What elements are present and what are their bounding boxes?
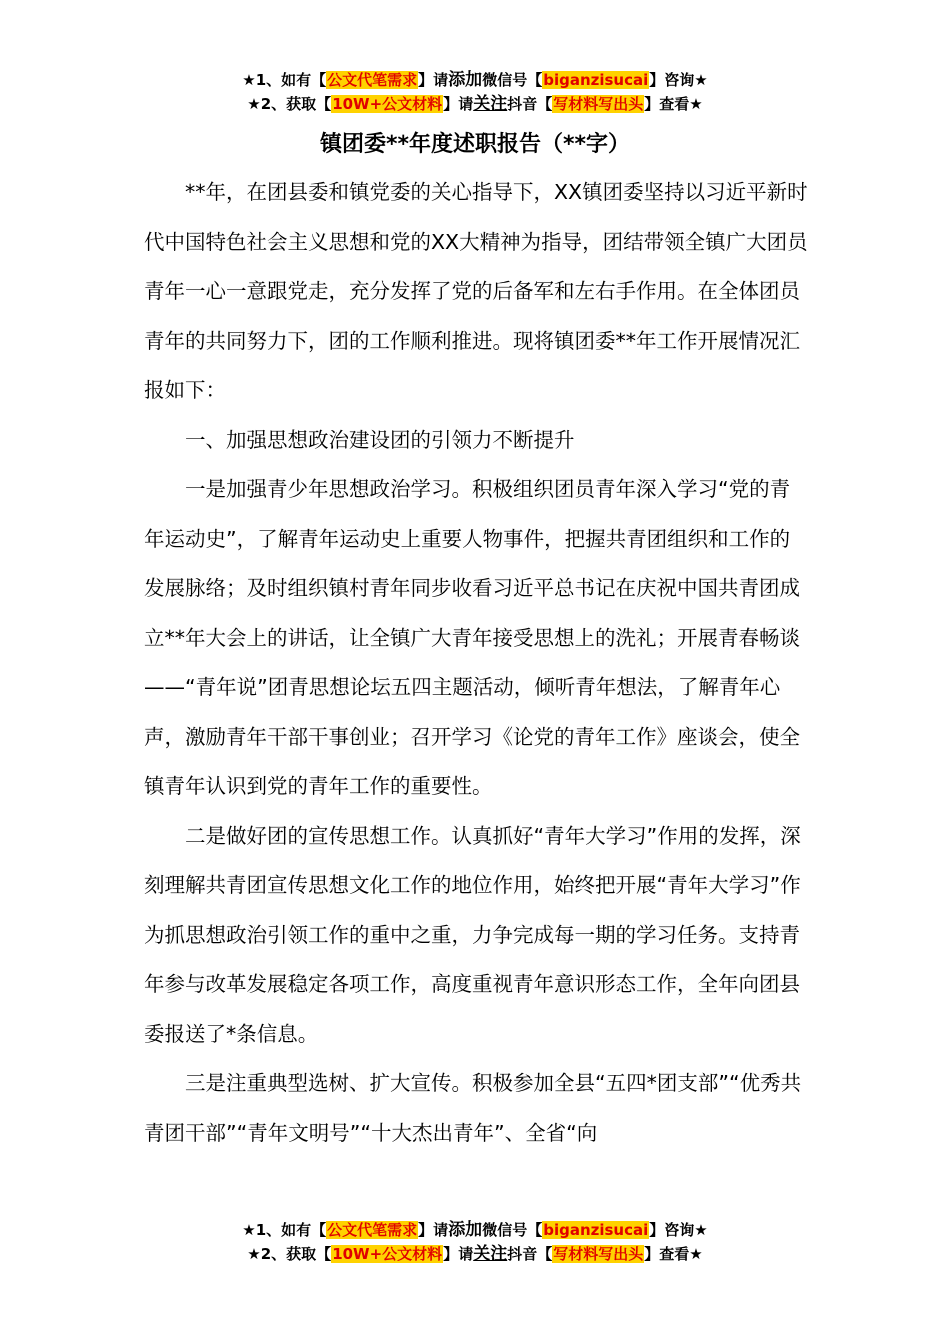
promo-line-2-bottom: ★2、获取【10W+公文材料】请关注抖音【写材料写出头】查看★ — [247, 1244, 703, 1264]
highlight-writing-service: 公文代笔需求 — [327, 71, 418, 89]
promo-line-1: ★1、如有【公文代笔需求】请添加微信号【biganzisucai】咨询★ — [242, 70, 708, 90]
section-heading-1: 一、加强思想政治建设团的引领力不断提升 — [185, 427, 575, 452]
highlight-douyin-account-bottom: 写材料写出头 — [553, 1245, 644, 1263]
highlight-wechat-id: biganzisucai — [543, 71, 649, 89]
highlight-materials: 10W+公文材料 — [332, 95, 443, 113]
highlight-materials-bottom: 10W+公文材料 — [332, 1245, 443, 1263]
paragraph-intro: **年，在团县委和镇党委的关心指导下，XX镇团委坚持以习近平新时代中国特色社会主义思想和党的XX大精神为指导，团结带领全镇广大团员青年一心一意跟党走，充分发挥了党的后备军和左右手作用。在全体团员青年的共同努力下，团的工作顺利推进。现将镇团委**年工作开展情况汇报如下： — [144, 180, 808, 402]
promo-banner-bottom — [0, 1218, 950, 1266]
promo-line-2: ★2、获取【10W+公文材料】请关注抖音【写材料写出头】查看★ — [247, 94, 703, 114]
paragraph-item-1: 一是加强青少年思想政治学习。积极组织团员青年深入学习“党的青年运动史”，了解青年运动史上重要人物事件，把握共青团组织和工作的发展脉络；及时组织镇村青年同步收看习近平总书记在庆祝中国共青团成立**年大会上的讲话，让全镇广大青年接受思想上的洗礼；开展青春畅谈——“青年说”团青思想论坛五四主题活动，倾听青年想法，了解青年心声，激励青年干部干事创业；召开学习《论党的青年工作》座谈会，使全镇青年认识到党的青年工作的重要性。 — [144, 477, 800, 798]
promo-line-1-bottom: ★1、如有【公文代笔需求】请添加微信号【biganzisucai】咨询★ — [242, 1220, 708, 1240]
document-title: 镇团委**年度述职报告（**字） — [319, 132, 631, 157]
document-body — [144, 168, 808, 1158]
highlight-writing-service-bottom: 公文代笔需求 — [327, 1221, 418, 1239]
highlight-wechat-id-bottom: biganzisucai — [543, 1221, 649, 1239]
paragraph-item-2: 二是做好团的宣传思想工作。认真抓好“青年大学习”作用的发挥，深刻理解共青团宣传思想文化工作的地位作用，始终把开展“青年大学习”作为抓思想政治引领工作的重中之重，力争完成每一期的学习任务。支持青年参与改革发展稳定各项工作，高度重视青年意识形态工作，全年向团县委报送了*条信息。 — [144, 823, 801, 1046]
paragraph-item-3: 三是注重典型选树、扩大宣传。积极参加全县“五四*团支部”“优秀共青团干部”“青年文明号”“十大杰出青年”、全省“向 — [144, 1071, 802, 1145]
promo-banner-top — [0, 68, 950, 116]
highlight-douyin-account: 写材料写出头 — [553, 95, 644, 113]
